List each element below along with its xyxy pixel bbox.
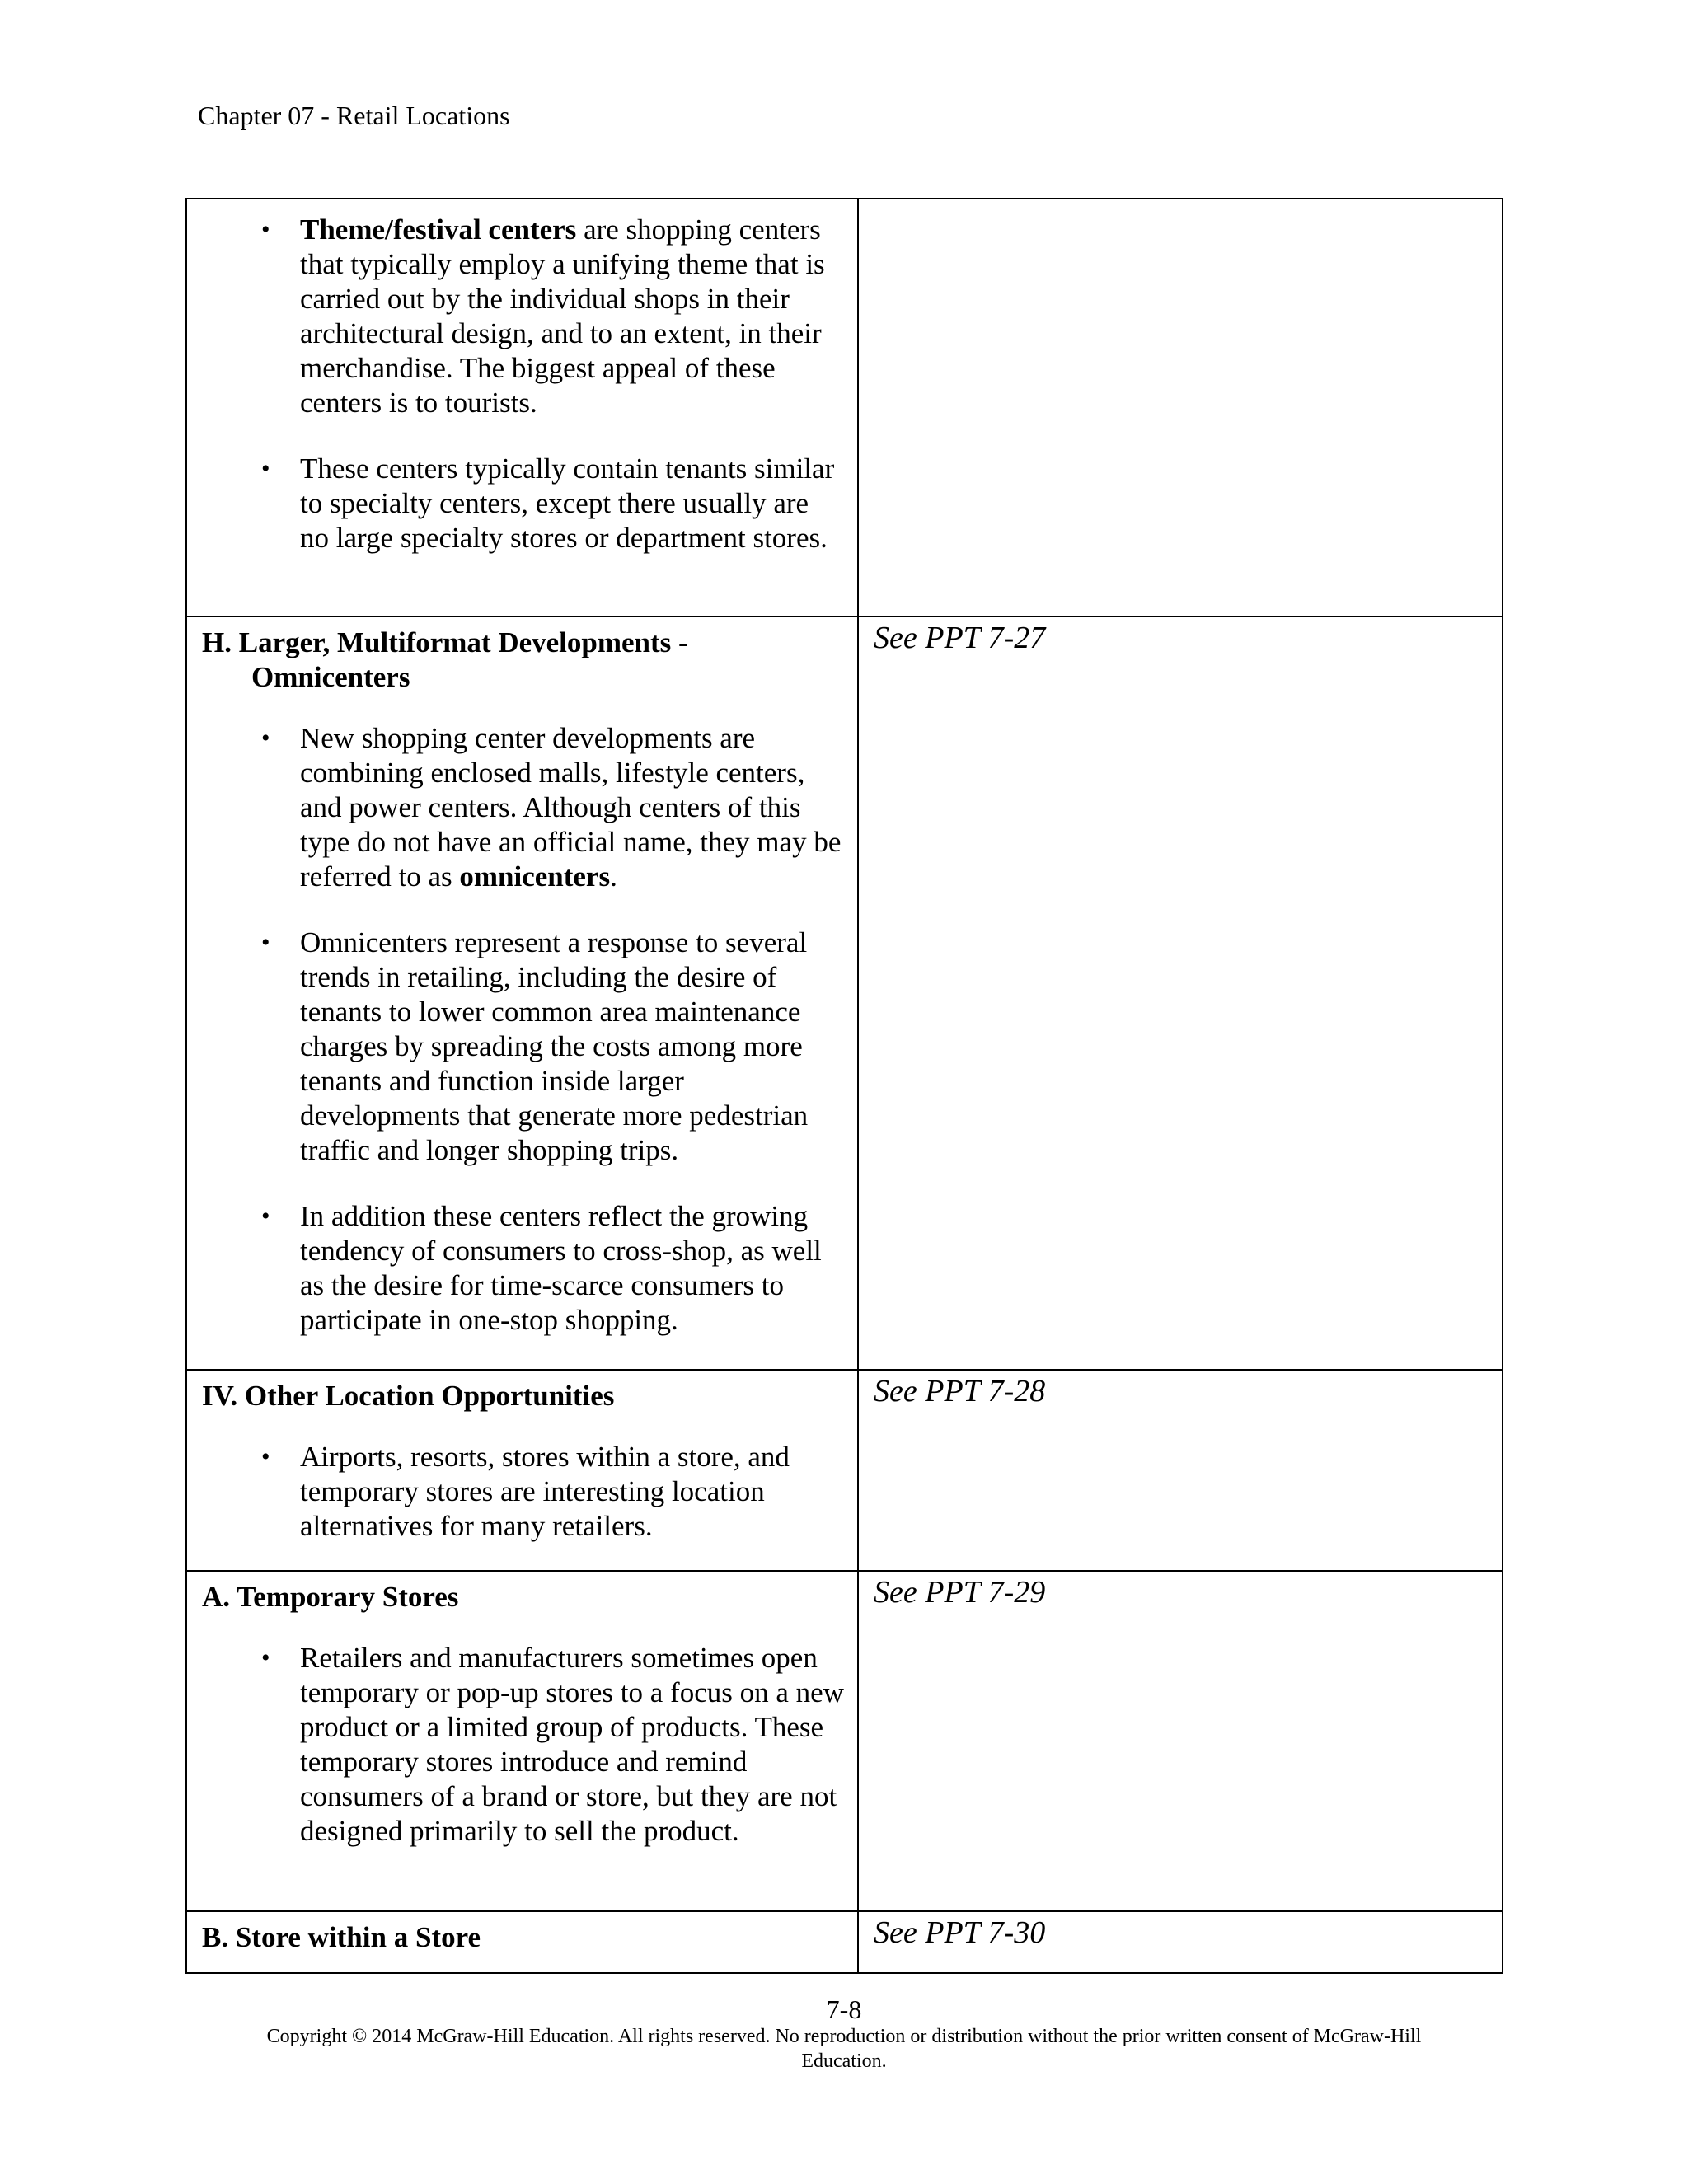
page-number: 7-8 xyxy=(826,1994,862,2024)
table-row xyxy=(186,616,1503,1371)
notes-cell xyxy=(858,616,1503,1371)
heading-line-2: Omnicenters xyxy=(251,660,410,693)
notes-cell xyxy=(858,1911,1503,1973)
table-row xyxy=(186,1911,1503,1973)
bullet-icon: • xyxy=(261,455,270,482)
bullet-text: These centers typically contain tenants similar to specialty centers, except there usually are no large specialty stores or department stores. xyxy=(300,452,835,554)
list-item xyxy=(202,452,844,555)
section-heading: B. Store within a Store xyxy=(202,1921,481,1953)
table-row xyxy=(186,199,1503,616)
ppt-reference: See PPT 7-28 xyxy=(874,1374,1046,1409)
section-heading: IV. Other Location Opportunities xyxy=(202,1380,615,1413)
copyright-notice xyxy=(190,2024,1498,2074)
list-item xyxy=(202,1641,844,1849)
bullet-list xyxy=(202,1641,844,1849)
outline-cell xyxy=(186,1370,858,1570)
term-omnicenters: omnicenters xyxy=(459,860,611,893)
notes-cell xyxy=(858,1571,1503,1911)
lecture-outline-table xyxy=(185,198,1503,1974)
list-item xyxy=(202,926,844,1168)
ppt-reference: See PPT 7-30 xyxy=(874,1915,1046,1950)
notes-cell xyxy=(858,199,1503,616)
bullet-icon: • xyxy=(261,724,270,752)
heading-line-1: H. Larger, Multiformat Developments - xyxy=(202,626,688,658)
bullet-text: New shopping center developments are combining enclosed malls, lifestyle centers, and power centers. Although centers of this type do not have an official name, they may be referred to as xyxy=(300,721,842,893)
list-item xyxy=(202,1440,844,1544)
table-row xyxy=(186,1571,1503,1911)
bullet-text: are shopping centers that typically employ a unifying theme that is carried out by the individual shops in their architectural design, and to an extent, in their merchandise. The biggest appeal of these centers is to tourists. xyxy=(300,213,825,419)
list-item xyxy=(202,213,844,420)
bullet-icon: • xyxy=(261,216,270,243)
table-row xyxy=(186,1370,1503,1570)
bullet-icon: • xyxy=(261,1202,270,1230)
list-item xyxy=(202,721,844,894)
bullet-text: Retailers and manufacturers sometimes open temporary or pop-up stores to a focus on a new product or a limited group of products. These temporary stores introduce and remind consumers of a brand or store, but they are not designed primarily to sell the product. xyxy=(300,1641,844,1847)
bullet-text: In addition these centers reflect the growing tendency of consumers to cross-shop, as well as the desire for time-scarce consumers to participate in one-stop shopping. xyxy=(300,1199,822,1336)
bullet-text: Omnicenters represent a response to several trends in retailing, including the desire of tenants to lower common area maintenance charges by spreading the costs among more tenants and function inside larger developments that generate more pedestrian traffic and longer shopping trips. xyxy=(300,926,809,1166)
bullet-list xyxy=(202,213,844,555)
bullet-icon: • xyxy=(261,1643,270,1671)
copyright-line-1: Copyright © 2014 McGraw-Hill Education. All rights reserved. No reproduction or distribution without the prior written consent of McGraw-Hill xyxy=(266,2026,1422,2047)
bullet-text: Airports, resorts, stores within a store, and temporary stores are interesting location alternatives for many retailers. xyxy=(300,1441,790,1543)
outline-cell xyxy=(186,1571,858,1911)
copyright-line-2: Education. xyxy=(801,2050,887,2072)
notes-cell xyxy=(858,1370,1503,1570)
outline-cell xyxy=(186,616,858,1371)
term-theme-festival: Theme/festival centers xyxy=(300,213,577,246)
section-heading xyxy=(202,626,844,695)
section-heading: A. Temporary Stores xyxy=(202,1580,459,1613)
chapter-header: Chapter 07 - Retail Locations xyxy=(198,101,510,130)
list-item xyxy=(202,1199,844,1338)
ppt-reference: See PPT 7-29 xyxy=(874,1574,1046,1610)
outline-cell xyxy=(186,199,858,616)
outline-cell xyxy=(186,1911,858,1973)
ppt-reference: See PPT 7-27 xyxy=(874,620,1046,655)
bullet-text-tail: . xyxy=(610,860,617,893)
bullet-list xyxy=(202,721,844,1338)
bullet-list xyxy=(202,1440,844,1544)
bullet-icon: • xyxy=(261,1443,270,1471)
bullet-icon: • xyxy=(261,928,270,956)
